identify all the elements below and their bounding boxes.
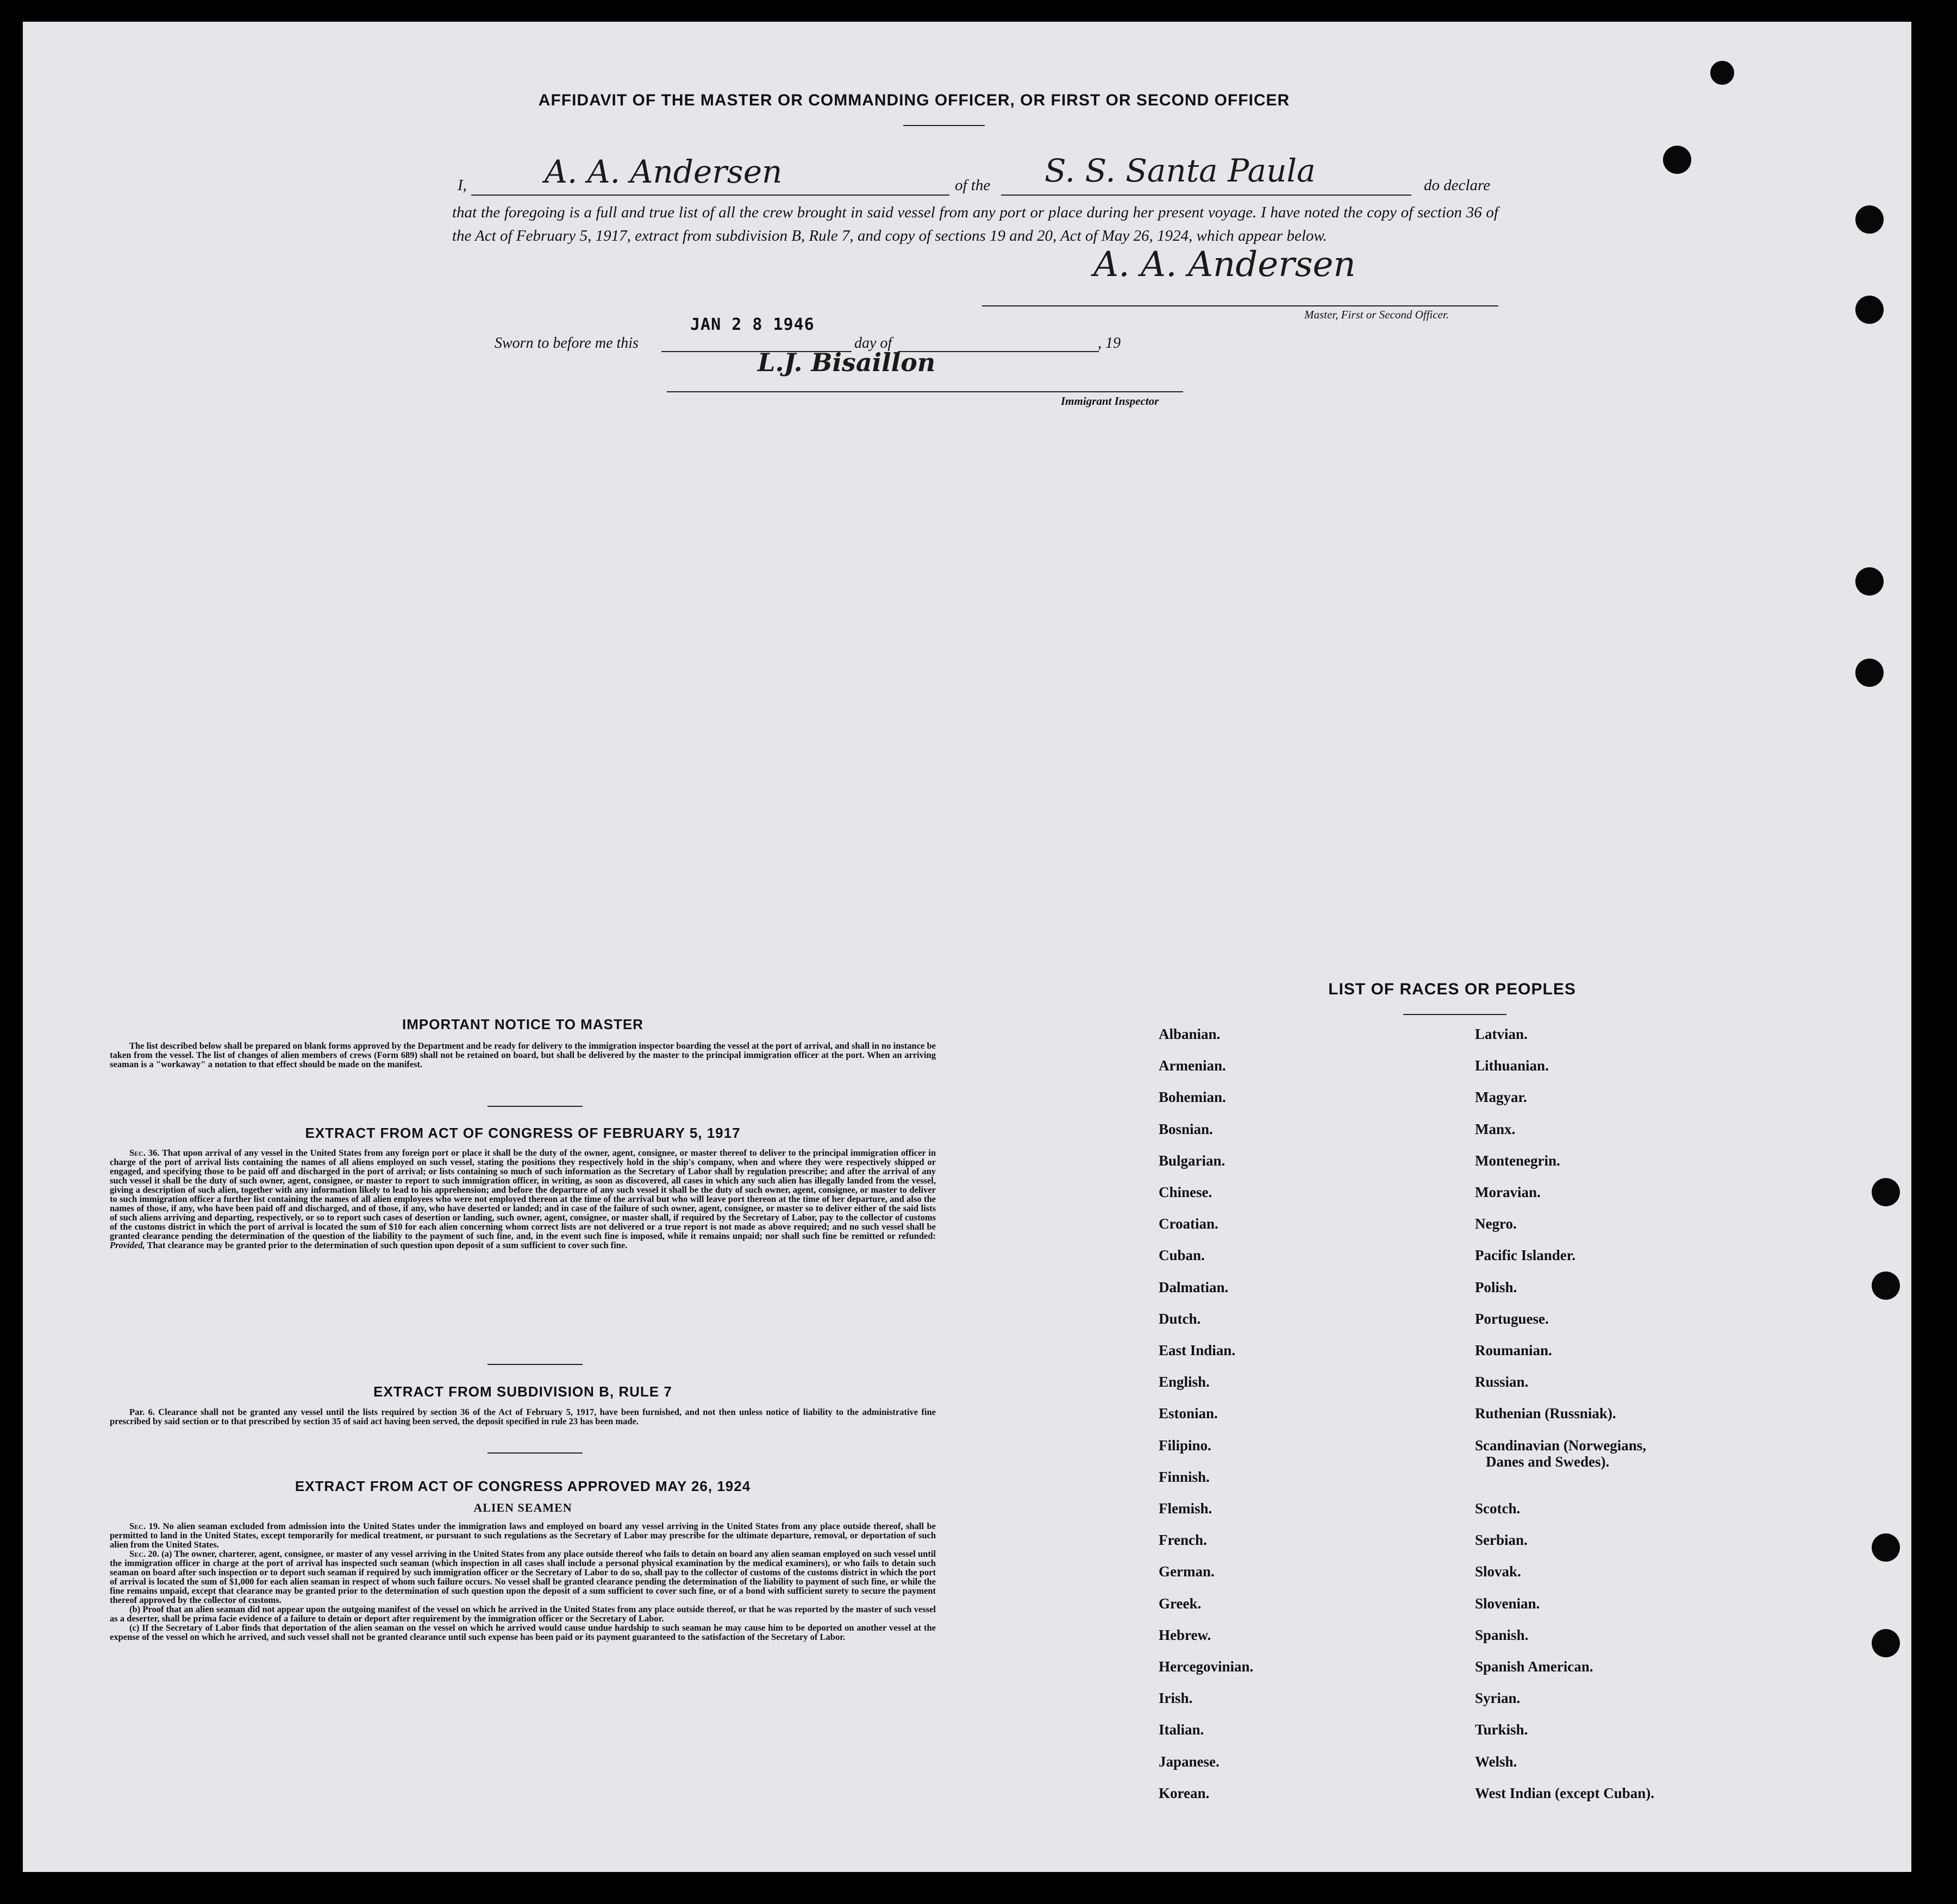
- race-item: Moravian.: [1475, 1184, 1541, 1200]
- sec20a: [110, 1549, 936, 1605]
- race-item: Serbian.: [1475, 1532, 1528, 1549]
- race-item: Flemish.: [1159, 1500, 1212, 1517]
- race-item: Lithuanian.: [1475, 1057, 1549, 1074]
- sec36-text: That upon arrival of any vessel in the United States from any foreign port or place it shall be the duty of the owner, agent, consignee, or master thereof to deliver to the principal immigration officer in charge of the port of arrival lists containing the names of all aliens employed on such vessel, stating the positions they respectively hold in the ship's company, when and where they were respectively shipped or engaged, and specifying those to be paid off and discharged in the port of arrival; or lists containing so much of such information as the Secretary of Labor shall by regulation prescribe; and after the arrival of any such vessel it shall be the duty of such owner, agent, consignee, or master to report to such immigration officer, in writing, as soon as discovered, all cases in which any such alien has illegally landed from the vessel, giving a description of such alien, together with any information likely to lead to his apprehension; and before the departure of any such vessel it shall be the duty of such owner, agent, consignee, or master to deliver to such immigration officer a further list containing the names of all alien employees who were not employed thereon at the time of the arrival but who will leave port thereon at the time of her departure, and also the names of those, if any, who have been paid off and discharged, and of those, if any, who have deserted or landed; and in case of the failure of such owner, agent, consignee, or master so to deliver either of the said lists of such aliens arriving and departing, respectively, or so to report such cases of desertion or landing, such owner, agent, consignee, or master shall, if required by the Secretary of Labor, pay to the collector of customs of the customs district in which the port of arrival is located the sum of $10 for each alien concerning whom correct lists are not delivered or a true report is not made as above required; and no such vessel shall be granted clearance pending the determination of the question of the liability to the payment of such fine, and, in the event such fine is imposed, while it remains unpaid; nor shall such fine be remitted or refunded:: [110, 1148, 936, 1241]
- race-item: Slovak.: [1475, 1563, 1521, 1580]
- notice-title: IMPORTANT NOTICE TO MASTER: [402, 1016, 643, 1032]
- sec20b: (b) Proof that an alien seaman did not appear upon the outgoing manifest of the vessel on which he arrived in the United States from any place outside thereof, or that he was reported by the master of such vessel as a deserter, shall be prima facie evidence of a failure to detain or deport after requirement by the immigration officer or the Secretary of Labor.: [110, 1604, 936, 1624]
- race-item: Croatian.: [1159, 1216, 1218, 1232]
- divider: [487, 1106, 583, 1107]
- punch-hole: [1872, 1272, 1900, 1300]
- divider: [1403, 1014, 1506, 1015]
- alien-seamen-subtitle: ALIEN SEAMEN: [473, 1501, 572, 1514]
- vessel-name-handwritten: S. S. Santa Paula: [1045, 152, 1316, 189]
- race-item: Manx.: [1475, 1120, 1516, 1137]
- race-item: Welsh.: [1475, 1753, 1517, 1770]
- race-item: Dalmatian.: [1159, 1279, 1229, 1295]
- signature-line: [982, 305, 1498, 306]
- provided-label: Provided,: [110, 1240, 145, 1250]
- race-item: Albanian.: [1159, 1026, 1221, 1042]
- sec20-label: Sec. 20.: [129, 1549, 159, 1559]
- extract-rule7-text: Par. 6. Clearance shall not be granted any vessel until the lists required by section 36 of the Act of February 5, 1917, have been furnished, and not then unless notice of liability to the administrative fine prescribed by said section or to that prescribed by section 35 of said act having been served, the deposit specified in rule 23 has been made.: [110, 1407, 936, 1426]
- race-item: Chinese.: [1159, 1184, 1212, 1200]
- sworn-label: Sworn to before me this: [495, 335, 639, 352]
- races-title: LIST OF RACES OR PEOPLES: [1328, 980, 1576, 998]
- race-item: Scandinavian (Norwegians,: [1475, 1437, 1647, 1454]
- affidavit-title: AFFIDAVIT OF THE MASTER OR COMMANDING OFFICER, OR FIRST OR SECOND OFFICER: [538, 91, 1290, 109]
- sec19-label: Sec. 19.: [129, 1521, 160, 1531]
- race-item: Spanish American.: [1475, 1658, 1593, 1675]
- race-item: Armenian.: [1159, 1057, 1226, 1074]
- extract-1917-title: EXTRACT FROM ACT OF CONGRESS OF FEBRUARY 5, 1917: [305, 1125, 741, 1141]
- race-item: Slovenian.: [1475, 1595, 1540, 1612]
- race-item: Cuban.: [1159, 1247, 1205, 1264]
- race-item: Hebrew.: [1159, 1626, 1211, 1643]
- master-signature-handwritten: A. A. Andersen: [1093, 245, 1356, 285]
- race-item: Estonian.: [1159, 1405, 1218, 1422]
- race-item: Spanish.: [1475, 1626, 1529, 1643]
- race-item: Ruthenian (Russniak).: [1475, 1405, 1616, 1422]
- race-item: Pacific Islander.: [1475, 1247, 1575, 1264]
- sec-label: Sec. 36.: [129, 1148, 160, 1158]
- race-item: Latvian.: [1475, 1026, 1528, 1042]
- race-item: Bosnian.: [1159, 1120, 1213, 1137]
- race-item: Turkish.: [1475, 1721, 1528, 1738]
- race-item: Roumanian.: [1475, 1342, 1552, 1358]
- race-item: Magyar.: [1475, 1089, 1527, 1106]
- sec20c: (c) If the Secretary of Labor finds that deportation of the alien seaman on the vessel on which he arrived would cause undue hardship to such seaman he may cause him to be deported on another vessel at the expense of the vessel on which he arrived, and such vessel shall not be granted clearance until such expense has been paid or its payment guaranteed to the satisfaction of the Secretary of Labor.: [110, 1623, 936, 1642]
- race-item: German.: [1159, 1563, 1215, 1580]
- day-of-label: day of: [854, 335, 892, 352]
- i-label: I,: [458, 177, 467, 194]
- affidavit-body: that the foregoing is a full and true list of all the crew brought in said vessel from any port or place during her present voyage. I have noted the copy of section 36 of the Act of February 5, 1917, extract from subdivision B, Rule 7, and copy of sections 19 and 20, Act of May 26, 1924, which appear below.: [452, 204, 1498, 245]
- divider: [487, 1452, 583, 1454]
- race-item: Scotch.: [1475, 1500, 1521, 1517]
- race-item: Japanese.: [1159, 1753, 1220, 1770]
- sec19: [110, 1521, 936, 1549]
- race-item: Danes and Swedes).: [1486, 1453, 1610, 1470]
- race-item: French.: [1159, 1532, 1207, 1549]
- punch-hole: [1855, 567, 1884, 596]
- punch-hole: [1663, 146, 1691, 174]
- signature-caption: Master, First or Second Officer.: [1304, 308, 1449, 321]
- divider: [903, 125, 985, 126]
- extract-1917-text: [110, 1148, 936, 1250]
- name-line: [471, 195, 949, 196]
- of-the-label: of the: [955, 177, 991, 194]
- inspector-signature-handwritten: L.J. Bisaillon: [758, 348, 936, 377]
- race-item: Russian.: [1475, 1374, 1529, 1391]
- year-label: , 19: [1098, 335, 1121, 352]
- punch-hole: [1855, 296, 1884, 324]
- race-item: Portuguese.: [1475, 1310, 1549, 1327]
- sec19-text: No alien seaman excluded from admission into the United States under the immigration laws and employed on board any vessel arriving in the United States from any place outside thereof, shall be permitted to land in the United States, except temporarily for medical treatment, or pursuant to such regulations as the Secretary of Labor may prescribe for the ultimate departure, removal, or deportation of such alien from the United States.: [110, 1521, 936, 1550]
- master-name-handwritten: A. A. Andersen: [545, 153, 783, 190]
- vessel-line: [1001, 195, 1411, 196]
- notice-text: The list described below shall be prepared on blank forms approved by the Department and be ready for delivery to the immigration inspector boarding the vessel at the port of arrival, and shall in no instance be taken from the vessel. The list of changes of alien members of crews (Form 689) shall not be retained on board, but shall be delivered by the master to the principal immigration officer at the port. When an arriving seaman is a "workaway" a notation to that effect should be made on the manifest.: [110, 1041, 936, 1069]
- race-item: Korean.: [1159, 1784, 1210, 1801]
- race-item: Bohemian.: [1159, 1089, 1226, 1106]
- race-item: Filipino.: [1159, 1437, 1211, 1454]
- inspector-line: [667, 391, 1183, 392]
- race-item: Italian.: [1159, 1721, 1204, 1738]
- punch-hole: [1855, 659, 1884, 687]
- race-item: Finnish.: [1159, 1468, 1210, 1485]
- race-item: Hercegovinian.: [1159, 1658, 1254, 1675]
- inspector-caption: Immigrant Inspector: [1061, 394, 1159, 408]
- document-page: [23, 22, 1911, 1872]
- race-item: Syrian.: [1475, 1690, 1521, 1707]
- date-stamp: JAN 2 8 1946: [690, 315, 815, 334]
- punch-hole: [1872, 1533, 1900, 1562]
- punch-hole: [1872, 1178, 1900, 1206]
- race-item: Polish.: [1475, 1279, 1517, 1295]
- punch-hole: [1710, 61, 1734, 85]
- race-item: Irish.: [1159, 1690, 1193, 1707]
- sec36-text-end: That clearance may be granted prior to the determination of such question upon deposit of a sum sufficient to cover such fine.: [147, 1240, 628, 1250]
- extract-rule7-title: EXTRACT FROM SUBDIVISION B, RULE 7: [373, 1383, 672, 1400]
- race-item: Montenegrin.: [1475, 1152, 1560, 1169]
- race-item: East Indian.: [1159, 1342, 1236, 1358]
- race-item: Bulgarian.: [1159, 1152, 1226, 1169]
- race-item: Negro.: [1475, 1216, 1517, 1232]
- race-item: West Indian (except Cuban).: [1475, 1784, 1655, 1801]
- extract-1924-title: EXTRACT FROM ACT OF CONGRESS APPROVED MAY 26, 1924: [295, 1478, 751, 1494]
- divider: [487, 1364, 583, 1365]
- punch-hole: [1855, 205, 1884, 234]
- punch-hole: [1872, 1629, 1900, 1657]
- race-item: Greek.: [1159, 1595, 1202, 1612]
- do-declare-label: do declare: [1424, 177, 1491, 194]
- sec20a-text: (a) The owner, charterer, agent, consignee, or master of any vessel arriving in the United States from any place outside thereof who fails to detain on board any alien seaman employed on such vessel until the immigration officer in charge at the port of arrival has inspected such seaman (which inspection in all cases shall include a personal physical examination by the medical examiners), or who fails to detain such seaman on board after such inspection or to deport such seaman if required by such immigration officer or the Secretary of Labor to do so, shall pay to the collector of customs of the customs district in which the port of arrival is located the sum of $1,000 for each alien seaman in respect of whom such failure occurs. No vessel shall be granted clearance pending the determination of the liability to payment of such fine, or while the fine remains unpaid, except that clearance may be granted prior to the determination of such question upon the deposit of a sum sufficient to cover such fine, or of a bond with sufficient surety to secure the payment thereof approved by the collector of customs.: [110, 1549, 936, 1605]
- race-item: Dutch.: [1159, 1310, 1201, 1327]
- extract-1924-text: [110, 1521, 936, 1642]
- race-item: English.: [1159, 1374, 1210, 1391]
